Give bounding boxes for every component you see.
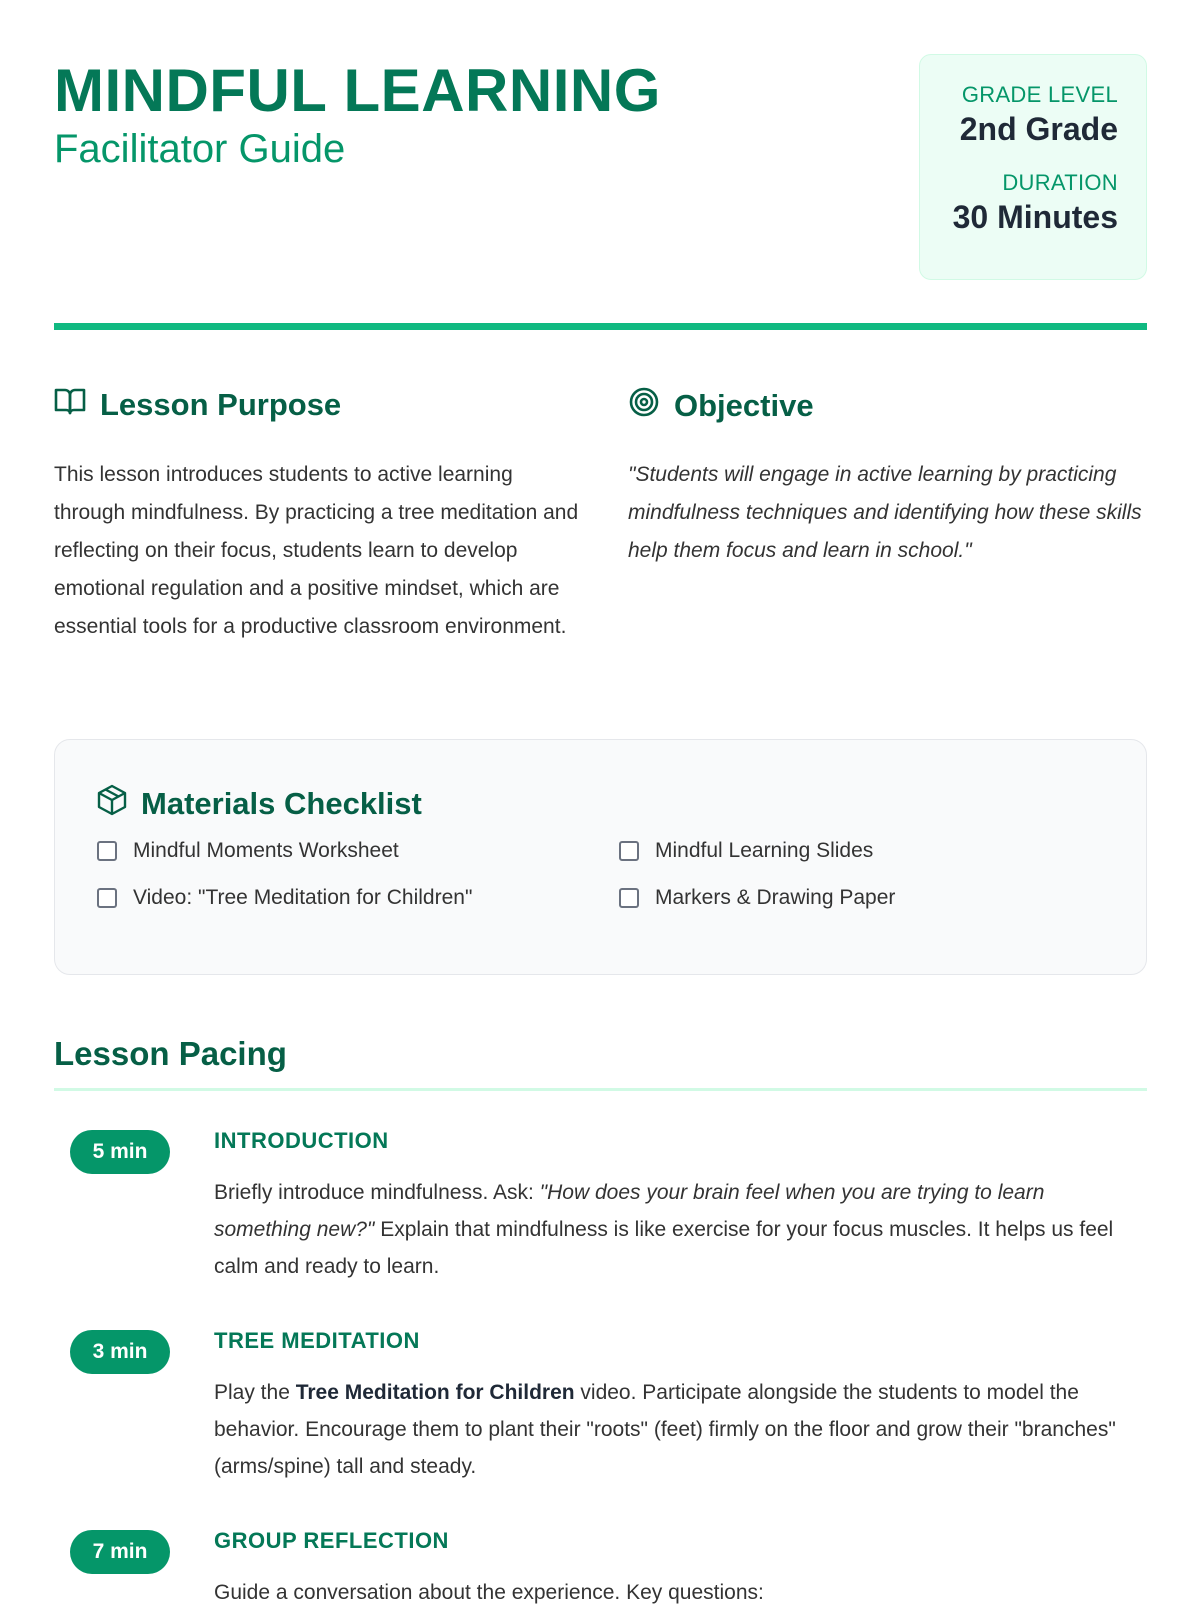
target-icon (628, 386, 660, 426)
checkbox[interactable] (97, 841, 117, 861)
step-title: GROUP REFLECTION (214, 1528, 449, 1553)
lesson-purpose-heading (54, 386, 341, 424)
pacing-divider (54, 1088, 1147, 1091)
materials-heading (97, 784, 422, 824)
facilitator-guide-page (54, 0, 1147, 1604)
time-badge: 5 min (70, 1130, 170, 1174)
time-badge: 7 min (70, 1530, 170, 1574)
header-divider (54, 323, 1147, 330)
lesson-purpose-text: This lesson introduces students to active learning through mindfulness. By practicing a tree meditation and reflecting on their focus, students learn to develop emotional regulation and a positive mindset, which are essential tools for a productive classroom environment. (54, 463, 579, 638)
step-title: TREE MEDITATION (214, 1328, 420, 1353)
step-title: INTRODUCTION (214, 1128, 389, 1153)
checkbox[interactable] (619, 888, 639, 908)
checklist-item-label: Markers & Drawing Paper (655, 886, 896, 909)
step-description: Play the Tree Meditation for Children video. Participate alongside the students to model the behavior. Encourage them to plant their "roots" (feet) firmly on the floor and grow their "branches" (arms/spine) tall and steady. (214, 1381, 1116, 1478)
header (54, 52, 1147, 292)
page-subtitle: Facilitator Guide (54, 127, 346, 171)
checklist-item[interactable] (619, 839, 873, 863)
checklist-item[interactable] (97, 839, 399, 863)
objective-title: Objective (674, 388, 814, 423)
objective-text: "Students will engage in active learning by practicing mindfulness techniques and identifying how these skills help them focus and learn in school." (628, 463, 1142, 562)
objective-heading (628, 386, 814, 426)
open-book-icon (54, 386, 86, 424)
lesson-purpose-title: Lesson Purpose (100, 387, 342, 422)
step-description: Guide a conversation about the experience. Key questions: (214, 1581, 764, 1604)
checklist-item-label: Mindful Moments Worksheet (133, 839, 399, 862)
materials-checklist-card (54, 739, 1147, 975)
checklist-item-label: Video: "Tree Meditation for Children" (133, 886, 473, 909)
duration-value: 30 Minutes (952, 199, 1118, 235)
lesson-pacing-heading: Lesson Pacing (54, 1035, 287, 1072)
grade-level-label: GRADE LEVEL (961, 82, 1118, 107)
box-icon (97, 784, 127, 824)
checkbox[interactable] (619, 841, 639, 861)
checkbox[interactable] (97, 888, 117, 908)
step-description: Briefly introduce mindfulness. Ask: "How does your brain feel when you are trying to learn something new?" Explain that mindfulness is like exercise for your focus muscles. It helps us feel calm and ready to learn. (214, 1181, 1114, 1278)
duration-label: DURATION (1002, 170, 1118, 195)
materials-title: Materials Checklist (141, 786, 422, 821)
checklist-item[interactable] (619, 886, 895, 910)
grade-level-value: 2nd Grade (959, 111, 1118, 147)
page-title: MINDFUL LEARNING (54, 57, 661, 124)
checklist-item[interactable] (97, 886, 472, 910)
checklist-item-label: Mindful Learning Slides (655, 839, 874, 862)
lesson-meta-card (919, 54, 1147, 280)
time-badge: 3 min (70, 1330, 170, 1374)
